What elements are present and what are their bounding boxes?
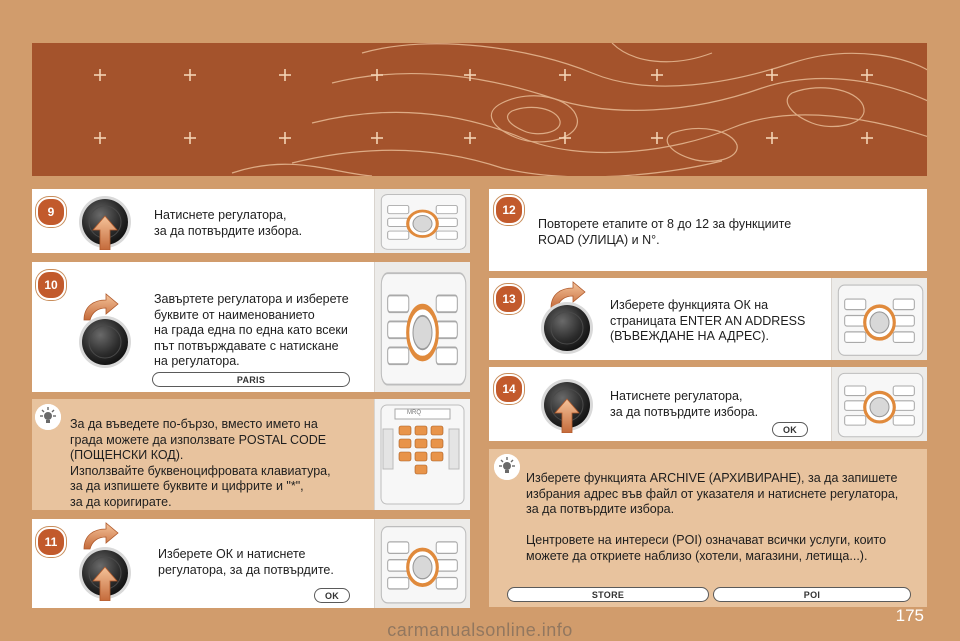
step-10-text: Завъртете регулатора и изберете буквите от наименованието на града една по една като всеки път потвърждавате с натискане на регулатора. [154, 292, 349, 368]
knob-icon [77, 194, 133, 250]
console-image [374, 519, 470, 608]
console-icon [375, 262, 470, 392]
tip-1-text: За да въведете по-бързо, вместо името на града можете да използвате POSTAL CODE (ПОЩЕНСКИ КОД). Използвайте буквеноцифровата клавиатура, за да изпишете буквите и цифрите и "*", за да коригирате. [70, 417, 331, 509]
console-icon [375, 519, 470, 608]
step-11-text: Изберете ОК и натиснете регулатора, за да потвърдите. [158, 547, 334, 577]
step-14-panel [489, 367, 927, 441]
step-11-badge: 11 [36, 527, 66, 557]
knob-icon [539, 377, 595, 433]
step-12-badge: 12 [494, 195, 524, 225]
keypad-label: MRQ [407, 410, 421, 416]
keypad-image [374, 399, 470, 510]
ok-button[interactable]: OK [314, 588, 350, 603]
step-13-badge: 13 [494, 284, 524, 314]
map-banner [32, 43, 927, 176]
tip-2-text: Изберете функцията ARCHIVE (АРХИВИРАНЕ), за да запишете избрания адрес във файл от указателя и натиснете регулатора, за да потвърдите избора. Центровете на интереси (POI) означават всички услуги, които можете да откриете наблизо (хотели, магазини, летища...). [526, 471, 899, 563]
console-image [374, 189, 470, 253]
step-14-badge: 14 [494, 374, 524, 404]
console-image [831, 278, 927, 360]
tip-bulb-icon [35, 404, 61, 430]
paris-button[interactable]: PARIS [152, 372, 350, 387]
step-12-text: Повторете етапите от 8 до 12 за функциите ROAD (УЛИЦА) и N°. [538, 217, 792, 247]
step-9-panel [32, 189, 470, 253]
page-number: 175 [895, 606, 924, 625]
step-14-text: Натиснете регулатора, за да потвърдите избора. [610, 389, 759, 419]
console-icon [832, 278, 927, 360]
knob-icon [77, 545, 133, 601]
knob-icon [539, 300, 595, 356]
step-9-badge: 9 [36, 197, 66, 227]
step-12-panel [489, 189, 927, 271]
step-13-text: Изберете функцията ОК на страницата ENTER AN ADDRESS (ВЪВЕЖДАНЕ НА АДРЕС). [610, 298, 806, 343]
poi-button[interactable]: POI [713, 587, 911, 602]
tip-1-panel [32, 399, 470, 510]
keypad-icon [375, 399, 470, 510]
step-10-badge: 10 [36, 270, 66, 300]
console-icon [832, 367, 927, 441]
console-image [831, 367, 927, 441]
store-button[interactable]: STORE [507, 587, 709, 602]
step-10-panel [32, 262, 470, 392]
ok-button[interactable]: OK [772, 422, 808, 437]
watermark: carmanualsonline.info [387, 620, 573, 640]
step-9-text: Натиснете регулатора, за да потвърдите избора. [154, 208, 303, 238]
tip-2-panel [489, 449, 927, 607]
knob-icon [77, 314, 133, 370]
console-icon [375, 189, 470, 253]
step-13-panel [489, 278, 927, 360]
console-image [374, 262, 470, 392]
tip-bulb-icon [494, 454, 520, 480]
step-11-panel [32, 519, 470, 608]
